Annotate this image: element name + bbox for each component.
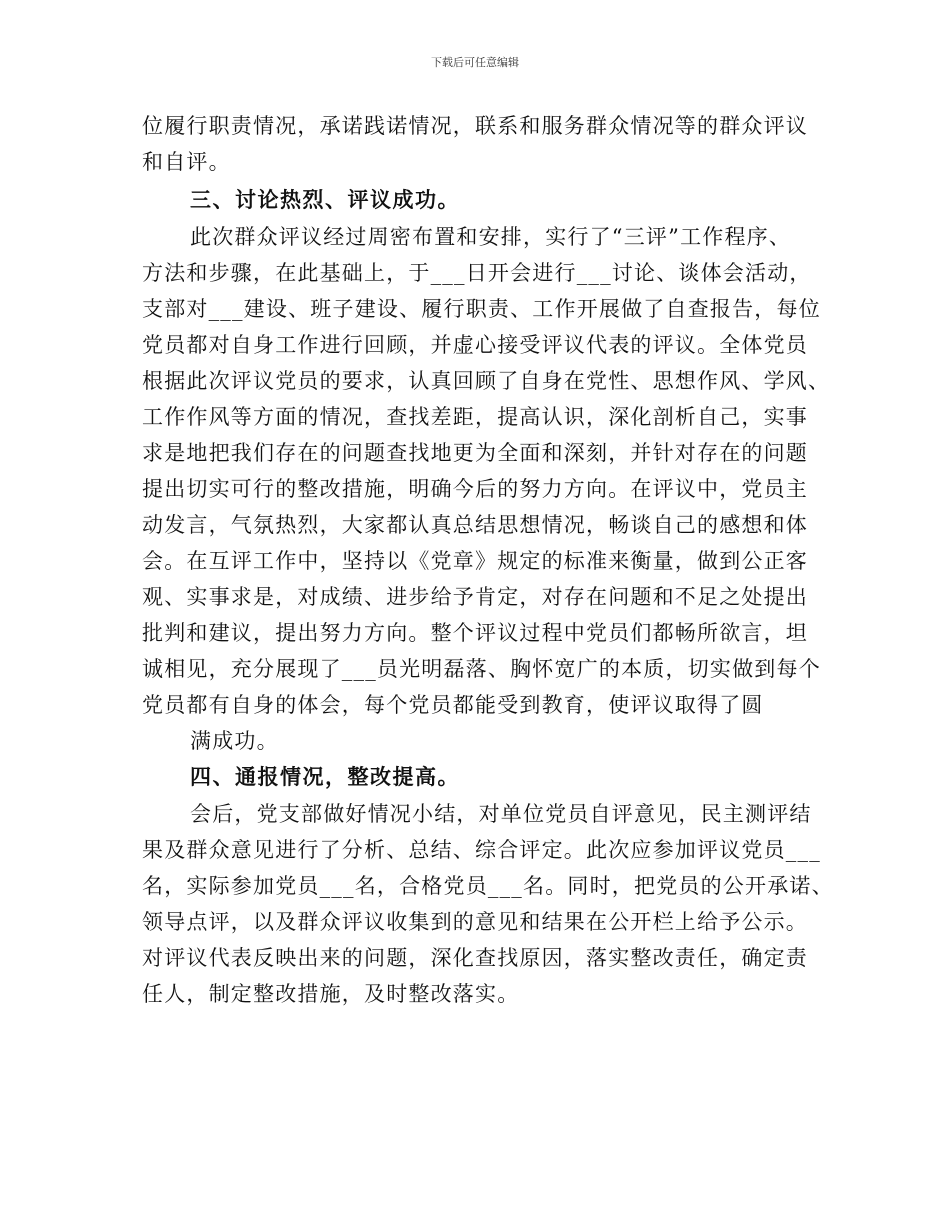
body-line: 根据此次评议党员的要求，认真回顾了自身在党性、思想作风、学风、	[142, 369, 831, 393]
body-line: 批判和建议，提出努力方向。整个评议过程中党员们都畅所欲言，坦	[142, 621, 808, 645]
body-line: 满成功。	[190, 729, 279, 753]
body-line: 支部对___建设、班子建设、履行职责、工作开展做了自查报告，每位	[142, 297, 821, 321]
body-line: 果及群众意见进行了分析、总结、综合评定。此次应参加评议党员___	[142, 838, 821, 862]
body-line: 诚相见，充分展现了___员光明磊落、胸怀宽广的本质，切实做到每个	[142, 657, 821, 681]
body-line: 对评议代表反映出来的问题，深化查找原因，落实整改责任，确定责	[142, 946, 808, 970]
section-heading: 三、讨论热烈、评议成功。	[190, 187, 460, 212]
body-line: 工作作风等方面的情况，查找差距，提高认识，深化剖析自己，实事	[142, 405, 808, 429]
paragraph-first-line: 此次群众评议经过周密布置和安排，实行了“三评”工作程序、	[190, 225, 792, 249]
paragraph-first-line: 会后，党支部做好情况小结，对单位党员自评意见，民主测评结	[190, 802, 812, 826]
body-line: 党员都有自身的体会，每个党员都能受到教育，使评议取得了圆	[142, 693, 764, 717]
body-line: 任人，制定整改措施，及时整改落实。	[142, 982, 520, 1006]
body-line: 位履行职责情况，承诺践诺情况，联系和服务群众情况等的群众评议	[142, 114, 808, 138]
body-line: 观、实事求是，对成绩、进步给予肯定，对存在问题和不足之处提出	[142, 585, 808, 609]
body-line: 党员都对自身工作进行回顾，并虚心接受评议代表的评议。全体党员	[142, 333, 808, 357]
body-line: 方法和步骤，在此基础上，于___日开会进行___讨论、谈体会活动，	[142, 261, 812, 285]
body-line: 动发言，气氛热烈，大家都认真总结思想情况，畅谈自己的感想和体	[142, 513, 808, 537]
body-line: 和自评。	[142, 150, 231, 174]
body-line: 提出切实可行的整改措施，明确今后的努力方向。在评议中，党员主	[142, 477, 808, 501]
body-line: 求是地把我们存在的问题查找地更为全面和深刻，并针对存在的问题	[142, 441, 808, 465]
body-line: 名，实际参加党员___名，合格党员___名。同时，把党员的公开承诺、	[142, 874, 834, 898]
page-header: 下载后可任意编辑	[431, 56, 519, 69]
section-heading: 四、通报情况，整改提高。	[190, 764, 460, 789]
body-line: 领导点评，以及群众评议收集到的意见和结果在公开栏上给予公示。	[142, 910, 808, 934]
body-line: 会。在互评工作中，坚持以《党章》规定的标准来衡量，做到公正客	[142, 549, 808, 573]
